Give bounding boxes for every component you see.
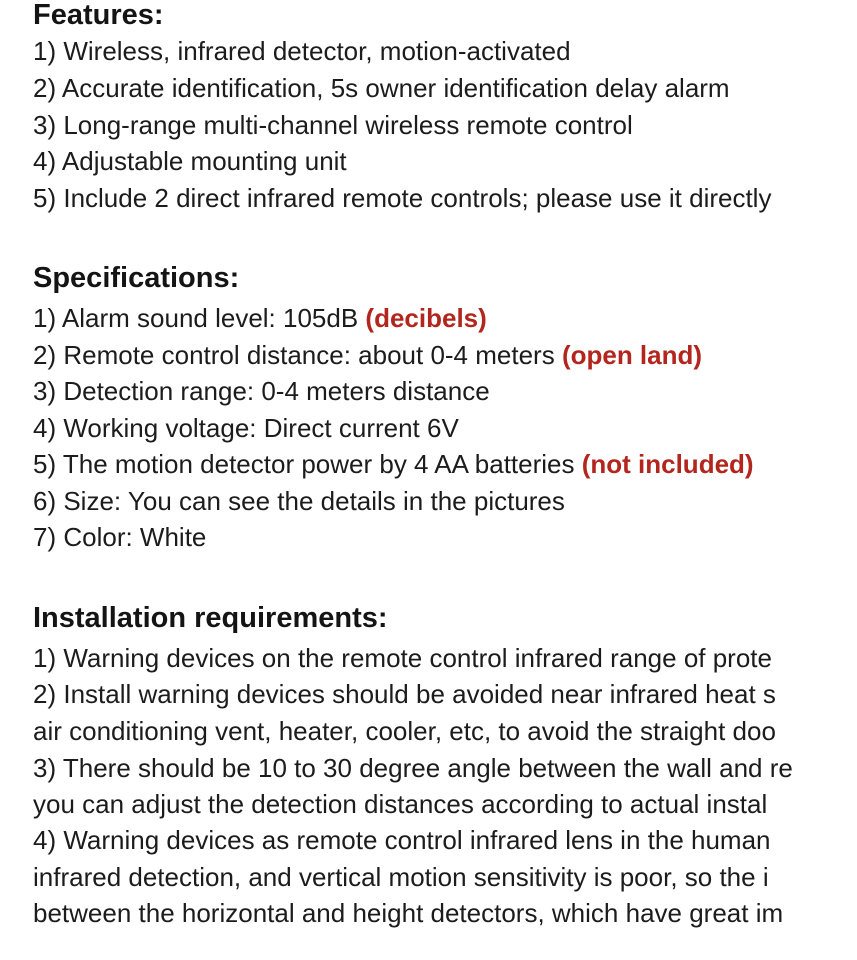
spec-item-5-text: 5) The motion detector power by 4 AA batteries	[33, 449, 582, 479]
spec-item-6	[33, 485, 565, 517]
spec-item-4	[33, 412, 459, 444]
spec-item-5	[33, 448, 754, 480]
spec-item-4-text: 4) Working voltage: Direct current 6V	[33, 413, 459, 443]
spec-item-7	[33, 521, 206, 553]
specifications-heading: Specifications:	[33, 262, 240, 294]
spec-item-3-text: 3) Detection range: 0-4 meters distance	[33, 376, 490, 406]
installation-line-1: 1) Warning devices on the remote control infrared range of prote	[33, 643, 772, 673]
spec-item-1-text: 1) Alarm sound level: 105dB	[33, 303, 366, 333]
spec-item-1	[33, 302, 487, 334]
spec-item-6-text: 6) Size: You can see the details in the pictures	[33, 486, 565, 516]
installation-line-8: between the horizontal and height detectors, which have great im	[33, 898, 784, 928]
feature-item-3: 3) Long-range multi-channel wireless remote control	[33, 110, 633, 140]
installation-line-2: 2) Install warning devices should be avoided near infrared heat s	[33, 679, 776, 709]
installation-line-5: you can adjust the detection distances according to actual instal	[33, 789, 768, 819]
installation-line-7: infrared detection, and vertical motion sensitivity is poor, so the i	[33, 862, 769, 892]
features-heading: Features:	[33, 0, 164, 31]
feature-item-5: 5) Include 2 direct infrared remote controls; please use it directly	[33, 183, 772, 213]
spec-item-2	[33, 339, 702, 371]
spec-item-3	[33, 375, 490, 407]
feature-item-1: 1) Wireless, infrared detector, motion-activated	[33, 36, 571, 66]
spec-item-5-note: (not included)	[581, 449, 754, 479]
spec-item-1-note: (decibels)	[365, 303, 487, 333]
spec-item-2-note: (open land)	[561, 340, 703, 370]
feature-item-2: 2) Accurate identification, 5s owner identification delay alarm	[33, 73, 730, 103]
installation-line-6: 4) Warning devices as remote control infrared lens in the human	[33, 825, 771, 855]
spec-item-7-text: 7) Color: White	[33, 522, 207, 552]
installation-heading: Installation requirements:	[33, 602, 388, 634]
installation-line-4: 3) There should be 10 to 30 degree angle between the wall and re	[33, 753, 793, 783]
feature-item-4: 4) Adjustable mounting unit	[33, 146, 347, 176]
installation-line-3: air conditioning vent, heater, cooler, etc, to avoid the straight doo	[33, 716, 776, 746]
spec-item-2-text: 2) Remote control distance: about 0-4 meters	[33, 340, 562, 370]
